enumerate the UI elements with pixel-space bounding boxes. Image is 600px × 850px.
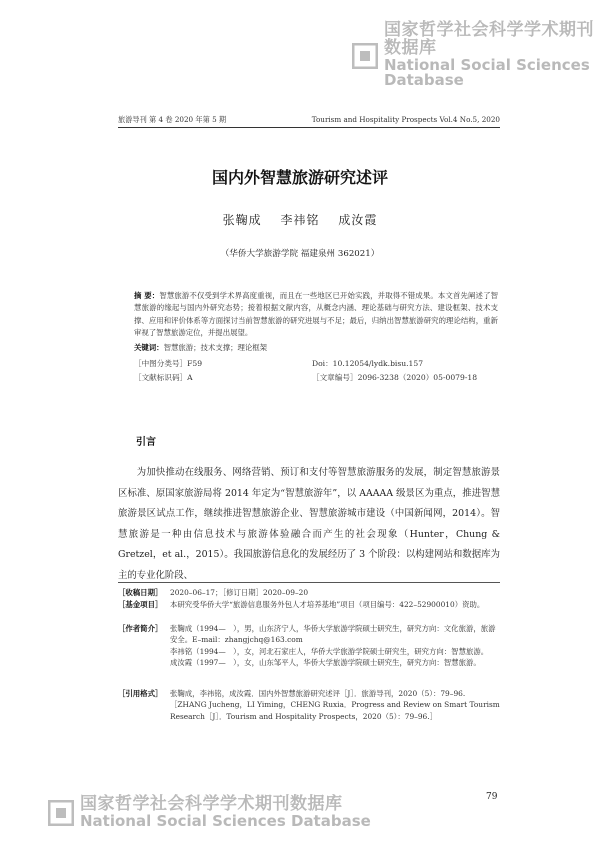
running-header (118, 115, 500, 125)
footnote-authors: ［作者简介］ 张鞠成（1994— ），男，山东济宁人，华侨大学旅游学院硕士研究生，研究方向：文化旅游，旅游安全。E–mail：zhangjchq@163.com 李祎铭（1994— ），女，河北石家庄人，华侨大学旅游学院硕士研究生，研究方向：智慧旅游。 成汝霞（1997— ），女，山东邹平人，华侨大学旅游学院硕士研究生，研究方向：智慧旅游。 (118, 623, 500, 669)
footnote-rule (118, 582, 500, 583)
author-name: 张鞠成 (222, 213, 262, 227)
abstract (134, 290, 498, 339)
footnote-citation: ［引用格式］ 张鞠成，李祎铭，成汝霞．国内外智慧旅游研究述评［J］．旅游导刊，2020（5）：79–96. ［ZHANG Jucheng，LI Yiming，CHENG Ruxia．Progress and Review on Smart Tourism Research［J］．Tourism and Hospitality Prospects，2020（5）：79–96.］ (118, 689, 500, 721)
abstract-label: 摘 要： (134, 291, 160, 300)
author-list (0, 211, 600, 228)
keywords-text: 智慧旅游；技术支撑；理论框架 (163, 343, 268, 352)
author-bio: 李祎铭（1994— ），女，河北石家庄人，华侨大学旅游学院硕士研究生，研究方向：智慧旅游。 (170, 646, 489, 656)
keywords-label: 关键词： (134, 343, 164, 352)
article-number: ［文章编号］2096-3238（2020）05-0079-18 (312, 373, 478, 382)
watermark-en: National Social Sciences Database (384, 55, 590, 90)
clc-number: ［中图分类号］F59 (134, 359, 203, 368)
document-code: ［文献标识码］A (134, 373, 193, 382)
doi: Doi：10.12054/lydk.bisu.157 (312, 359, 424, 368)
author-name: 成汝霞 (338, 213, 378, 227)
header-journal-en: Tourism and Hospitality Prospects Vol.4 No.5, 2020 (311, 115, 500, 124)
author-bio: 张鞠成（1994— ），男，山东济宁人，华侨大学旅游学院硕士研究生，研究方向：文化旅游，旅游安全。E–mail：zhangjchq@163.com (170, 624, 496, 645)
abstract-text: 智慧旅游不仅受到学术界高度重视，而且在一些地区已开始实践，并取得不错成果。本文首先阐述了智慧旅游的缘起与国内外研究态势；接着根据文献内容，从概念内涵、理论基础与研究方法、建设框架、技术支撑、应用和评价体系等方面探讨当前智慧旅游的研究进展与不足；最后，归纳出智慧旅游研究的理论结构，重新审视了智慧旅游定位，并提出展望。 (134, 291, 498, 337)
citation-en: ［ZHANG Jucheng，LI Yiming，CHENG Ruxia．Progress and Review on Smart Tourism Research［J］．Tourism and Hospitality Prospects，2020（5）：79–96.］ (170, 700, 500, 721)
body-paragraph: 为加快推动在线服务、网络营销、预订和支付等智慧旅游服务的发展，制定智慧旅游景区标准、原国家旅游局将 2014 年定为“智慧旅游年”，以 AAAAA 级景区为重点，推进智慧旅游景区试点工作，继续推进智慧旅游企业、智慧旅游城市建设（中国新闻网，2014）。智慧旅游是一种由信息技术与旅游体验融合而产生的社会现象（Hunter，Chung & Gretzel，et al.，2015）。我国旅游信息化的发展经历了 3 个阶段：以构建网站和数据库为主的专业化阶段、 (118, 467, 500, 581)
section-heading: 引言 (136, 437, 156, 448)
footnote-received: ［收稿日期］ 2020–06–17；［修订日期］2020–09–20 (118, 588, 309, 597)
keywords (134, 342, 498, 353)
page-number: 79 (486, 792, 498, 802)
watermark-top (352, 22, 600, 89)
database-logo-icon (48, 800, 74, 826)
affiliation: （华侨大学旅游学院 福建泉州 362021） (220, 249, 380, 259)
watermark-cn: 国家哲学社会科学学术期刊数据库 (384, 20, 594, 58)
header-journal-cn: 旅游导刊 第 4 卷 2020 年第 5 期 (118, 115, 227, 124)
header-rule (118, 127, 500, 128)
watermark-en: National Social Sciences Database (80, 811, 371, 830)
article-title: 国内外智慧旅游研究述评 (211, 168, 388, 187)
citation-cn: 张鞠成，李祎铭，成汝霞．国内外智慧旅游研究述评［J］．旅游导刊，2020（5）：79–96. (170, 689, 466, 698)
author-name: 李祎铭 (280, 213, 320, 227)
watermark-bottom (48, 796, 371, 830)
watermark-cn: 国家哲学社会科学学术期刊数据库 (80, 794, 343, 814)
author-bio: 成汝霞（1997— ），女，山东邹平人，华侨大学旅游学院硕士研究生，研究方向：智慧旅游。 (170, 658, 481, 668)
body-text (118, 463, 500, 586)
footnote-fund: ［基金项目］ 本研究受华侨大学“旅游信息服务外包人才培养基地”项目（项目编号：422–52900010）资助。 (118, 600, 485, 609)
database-logo-icon (352, 43, 378, 69)
